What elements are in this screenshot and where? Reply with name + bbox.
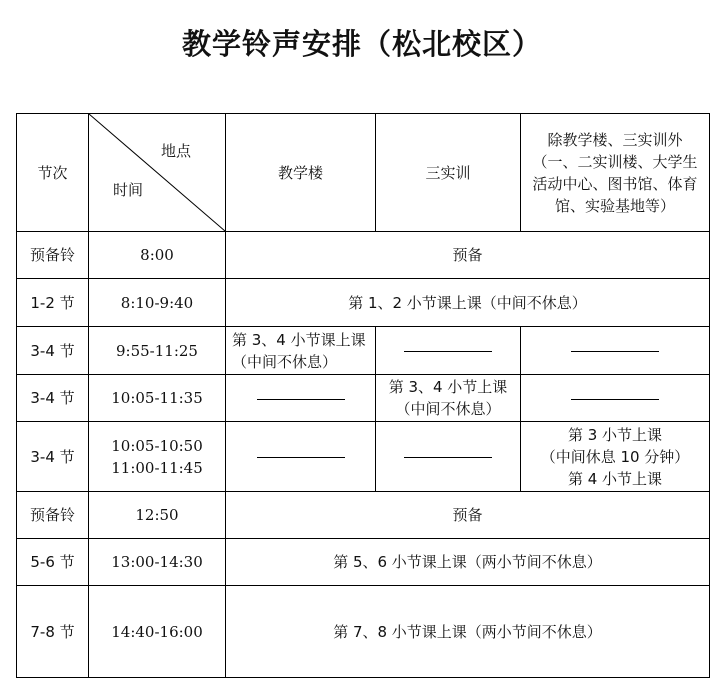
page-title: 教学铃声安排（松北校区） bbox=[181, 27, 542, 61]
time-cell: 12:50 bbox=[89, 492, 226, 539]
others-cell bbox=[521, 422, 710, 492]
training-3-cell bbox=[376, 422, 521, 492]
dash-line bbox=[571, 399, 659, 400]
header-col-training-3: 三实训 bbox=[376, 114, 521, 232]
teaching-building-cell bbox=[226, 375, 376, 422]
span-cell: 预备 bbox=[226, 492, 710, 539]
header-col-others: 除教学楼、三实训外（一、二实训楼、大学生活动中心、图书馆、体育馆、实验基地等） bbox=[521, 114, 710, 232]
period-cell: 3-4 节 bbox=[17, 422, 89, 492]
time-cell: 8:10-9:40 bbox=[89, 279, 226, 327]
time-cell: 8:00 bbox=[89, 232, 226, 279]
schedule-table bbox=[16, 113, 710, 678]
header-diagonal-cell bbox=[89, 114, 226, 232]
others-line-c: 第 4 小节上课 bbox=[567, 469, 663, 488]
teaching-building-cell bbox=[226, 422, 376, 492]
table-row bbox=[17, 279, 710, 327]
dash-line bbox=[257, 399, 345, 400]
table-row bbox=[17, 492, 710, 539]
period-cell: 1-2 节 bbox=[17, 279, 89, 327]
period-cell: 3-4 节 bbox=[17, 375, 89, 422]
time-cell: 9:55-11:25 bbox=[89, 327, 226, 375]
period-cell: 预备铃 bbox=[17, 232, 89, 279]
dash-line bbox=[404, 351, 492, 352]
span-cell: 第 5、6 小节课上课（两小节间不休息） bbox=[226, 539, 710, 586]
table-row bbox=[17, 539, 710, 586]
time-line-b: 11:00-11:45 bbox=[111, 458, 203, 477]
others-cell bbox=[521, 375, 710, 422]
training-3-cell bbox=[376, 327, 521, 375]
dash-line bbox=[571, 351, 659, 352]
table-row bbox=[17, 232, 710, 279]
others-line-b: （中间休息 10 分钟） bbox=[540, 447, 690, 466]
span-cell: 第 1、2 小节课上课（中间不休息） bbox=[226, 279, 710, 327]
dash-line bbox=[404, 457, 492, 458]
header-period: 节次 bbox=[17, 114, 89, 232]
time-line-a: 10:05-10:50 bbox=[111, 436, 203, 455]
span-cell: 第 7、8 小节课上课（两小节间不休息） bbox=[226, 586, 710, 678]
time-cell: 14:40-16:00 bbox=[89, 586, 226, 678]
header-row bbox=[17, 114, 710, 232]
period-cell: 3-4 节 bbox=[17, 327, 89, 375]
header-place: 地点 bbox=[160, 142, 191, 160]
teaching-building-cell: 第 3、4 小节课上课（中间不休息） bbox=[226, 327, 376, 375]
table-row bbox=[17, 375, 710, 422]
period-cell: 5-6 节 bbox=[17, 539, 89, 586]
table-row bbox=[17, 327, 710, 375]
time-cell: 13:00-14:30 bbox=[89, 539, 226, 586]
table-row bbox=[17, 422, 710, 492]
header-col-teaching-building: 教学楼 bbox=[226, 114, 376, 232]
table-row bbox=[17, 586, 710, 678]
span-cell: 预备 bbox=[226, 232, 710, 279]
dash-line bbox=[257, 457, 345, 458]
diagonal-line bbox=[89, 114, 225, 231]
time-cell: 10:05-11:35 bbox=[89, 375, 226, 422]
training-3-cell: 第 3、4 小节上课（中间不休息） bbox=[376, 375, 521, 422]
period-cell: 7-8 节 bbox=[17, 586, 89, 678]
header-time: 时间 bbox=[113, 181, 144, 199]
period-cell: 预备铃 bbox=[17, 492, 89, 539]
time-cell bbox=[89, 422, 226, 492]
others-line-a: 第 3 小节上课 bbox=[567, 425, 663, 444]
others-cell bbox=[521, 327, 710, 375]
